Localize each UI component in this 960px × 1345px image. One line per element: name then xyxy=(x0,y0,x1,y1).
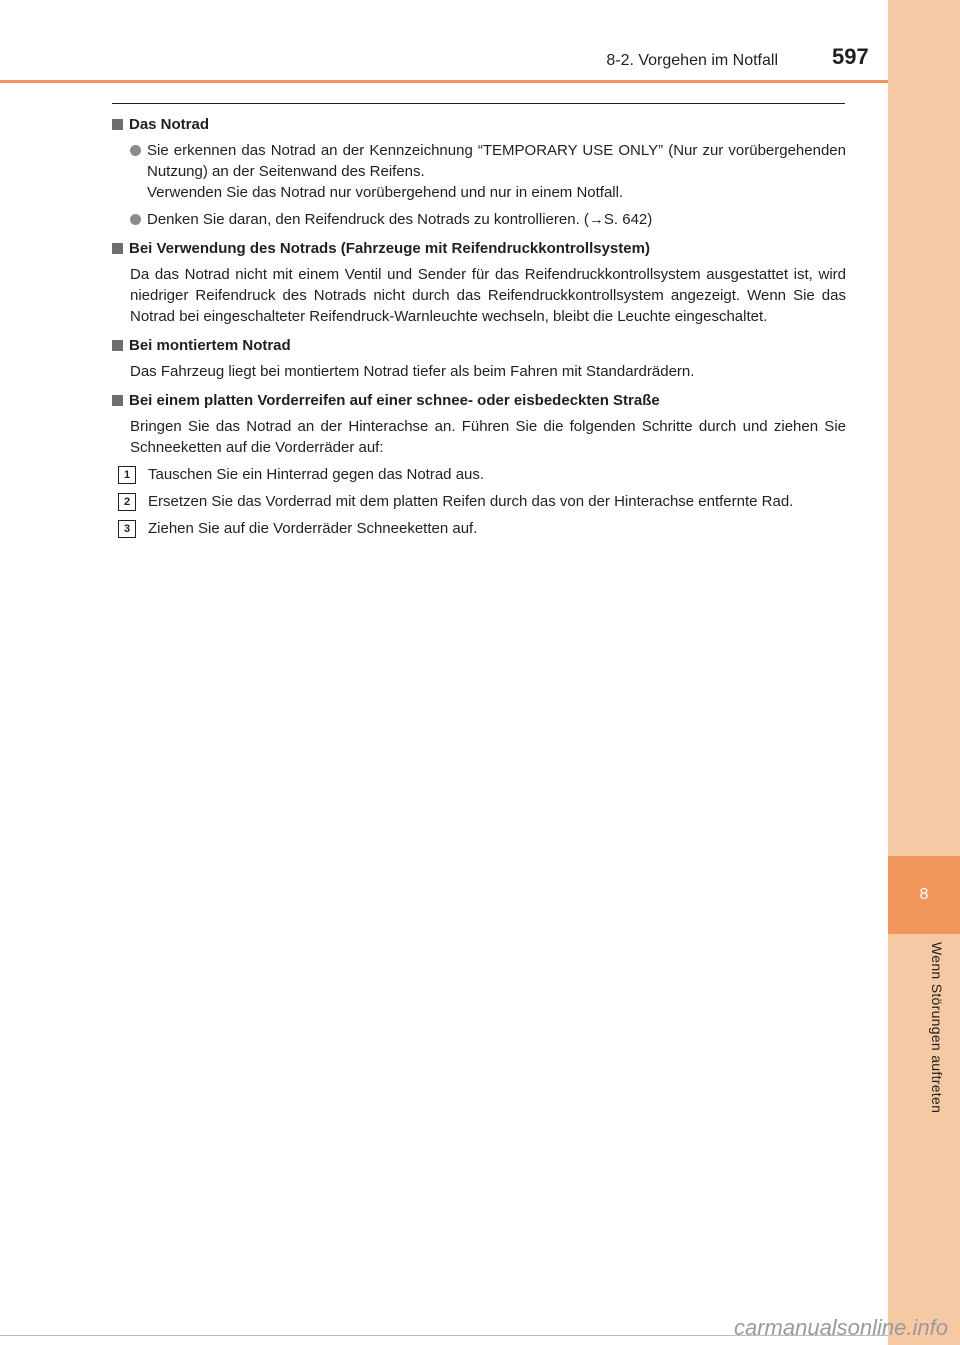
section-heading: Bei einem platten Vorderreifen auf einer schnee- oder eisbedeckten Straße xyxy=(112,390,846,411)
section-notrad xyxy=(112,114,846,230)
step-number: 2 xyxy=(118,493,136,511)
circle-bullet-icon xyxy=(130,214,141,225)
step-text: Ersetzen Sie das Vorderrad mit dem platten Reifen durch das von der Hinterachse entfernte Rad. xyxy=(148,493,794,510)
step-number: 1 xyxy=(118,466,136,484)
section-platten xyxy=(112,390,846,539)
watermark: carmanualsonline.info xyxy=(733,1315,948,1340)
section-verwendung xyxy=(112,238,846,327)
square-bullet-icon xyxy=(112,119,123,130)
bullet-item xyxy=(130,209,846,230)
bullet-text: Sie erkennen das Notrad an der Kennzeichnung “TEMPORARY USE ONLY” (Nur zur vorübergehenden Nutzung) an der Seitenwand des Reifens. xyxy=(147,142,846,180)
section-montiert xyxy=(112,335,846,382)
page-number: 597 xyxy=(832,44,869,69)
square-bullet-icon xyxy=(112,395,123,406)
section-heading: Das Notrad xyxy=(112,114,846,135)
paragraph: Das Fahrzeug liegt bei montiertem Notrad tiefer als beim Fahren mit Standardrädern. xyxy=(130,363,695,380)
square-bullet-icon xyxy=(112,340,123,351)
content-divider xyxy=(112,103,845,104)
header-rule xyxy=(0,80,888,83)
section-heading: Bei montiertem Notrad xyxy=(112,335,846,356)
bullet-item xyxy=(130,140,846,203)
step-text: Ziehen Sie auf die Vorderräder Schneeketten auf. xyxy=(148,520,478,537)
paragraph: Da das Notrad nicht mit einem Ventil und Sender für das Reifendruckkontrollsystem ausgestattet ist, wird niedriger Reifendruck des Notrads nicht durch das Reifendruckkontrollsystem angezeigt. Wenn Sie das Notrad bei eingeschalteter Reifendruck-Warnleuchte wechseln, bleibt die Leuchte eingeschaltet. xyxy=(130,266,846,325)
step-number: 3 xyxy=(118,520,136,538)
step-item xyxy=(118,518,846,539)
paragraph: Bringen Sie das Notrad an der Hinterachse an. Führen Sie die folgenden Schritte durch und ziehen Sie Schneeketten auf die Vorderräder auf: xyxy=(130,418,846,456)
chapter-tab xyxy=(888,856,960,934)
step-text: Tauschen Sie ein Hinterrad gegen das Notrad aus. xyxy=(148,466,485,483)
bullet-text: Verwenden Sie das Notrad nur vorübergehend und nur in einem Notfall. xyxy=(147,184,624,201)
section-heading: Bei Verwendung des Notrads (Fahrzeuge mit Reifendruckkontrollsystem) xyxy=(112,238,846,259)
chapter-title: Wenn Störungen auftreten xyxy=(929,942,945,1114)
chapter-number: 8 xyxy=(919,886,929,903)
step-item xyxy=(118,491,846,512)
square-bullet-icon xyxy=(112,243,123,254)
page-content xyxy=(112,114,846,547)
bullet-text: Denken Sie daran, den Reifendruck des Notrads zu kontrollieren. (→S. 642) xyxy=(147,211,653,228)
circle-bullet-icon xyxy=(130,145,141,156)
step-item xyxy=(118,464,846,485)
section-title: 8-2. Vorgehen im Notfall xyxy=(606,52,778,69)
